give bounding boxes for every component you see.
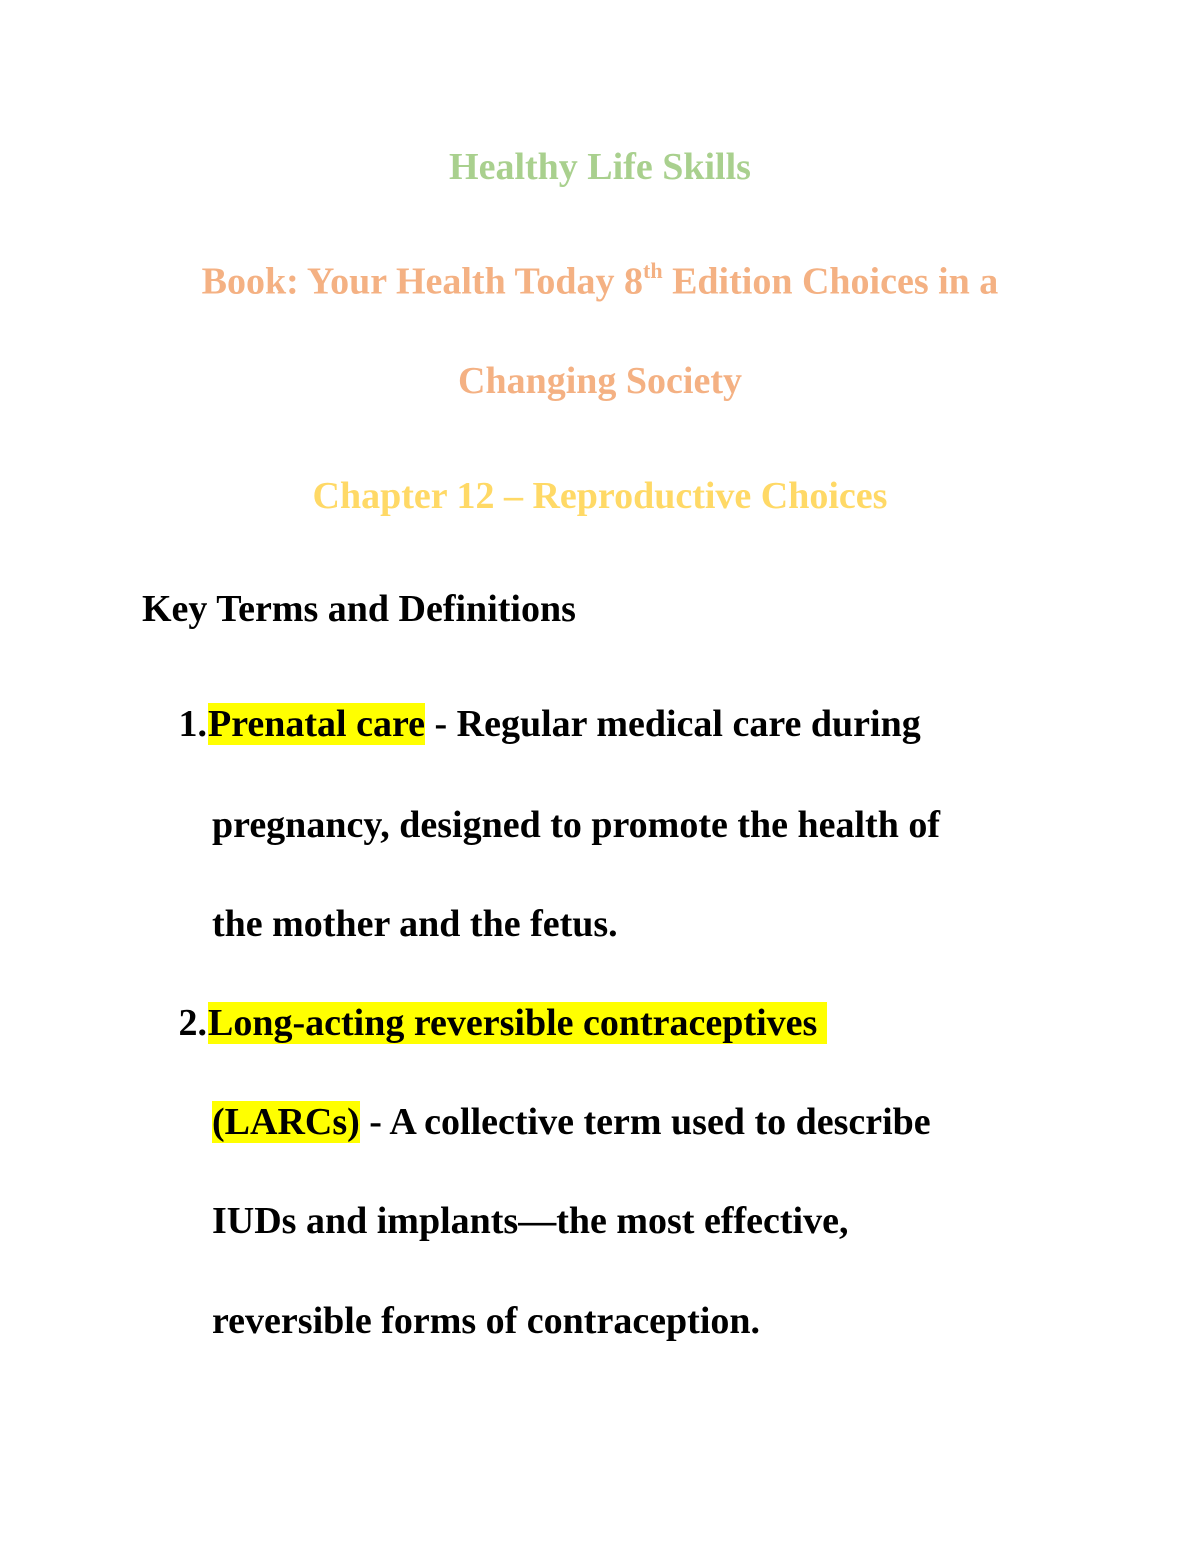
chapter-title: Chapter 12 – Reproductive Choices (312, 475, 888, 517)
course-title: Healthy Life Skills (449, 146, 751, 188)
term-2-line-3: IUDs and implants—the most effective, (212, 1200, 849, 1242)
edition-superscript: th (643, 258, 663, 283)
highlighted-term: (LARCs) (212, 1101, 360, 1143)
term-1-line-3: the mother and the fetus. (212, 903, 618, 945)
term-definition: - Regular medical care during (425, 703, 921, 745)
book-title-part-a: Book: Your Health Today 8 (201, 260, 644, 303)
book-title-line-1 (0, 258, 1200, 303)
book-title-part-b: Edition Choices in a (662, 260, 999, 303)
term-1-line-2: pregnancy, designed to promote the health of (212, 804, 940, 846)
list-number: 1. (178, 703, 207, 745)
highlighted-term: Prenatal care (208, 703, 426, 745)
book-title-line-2: Changing Society (458, 360, 742, 402)
list-number: 2. (178, 1002, 207, 1044)
section-heading: Key Terms and Definitions (142, 588, 576, 630)
term-2-line-4: reversible forms of contraception. (212, 1300, 761, 1342)
term-2-line-2 (212, 1103, 931, 1141)
highlighted-term: Long-acting reversible contraceptives (208, 1002, 827, 1044)
term-definition: - A collective term used to describe (359, 1101, 931, 1143)
